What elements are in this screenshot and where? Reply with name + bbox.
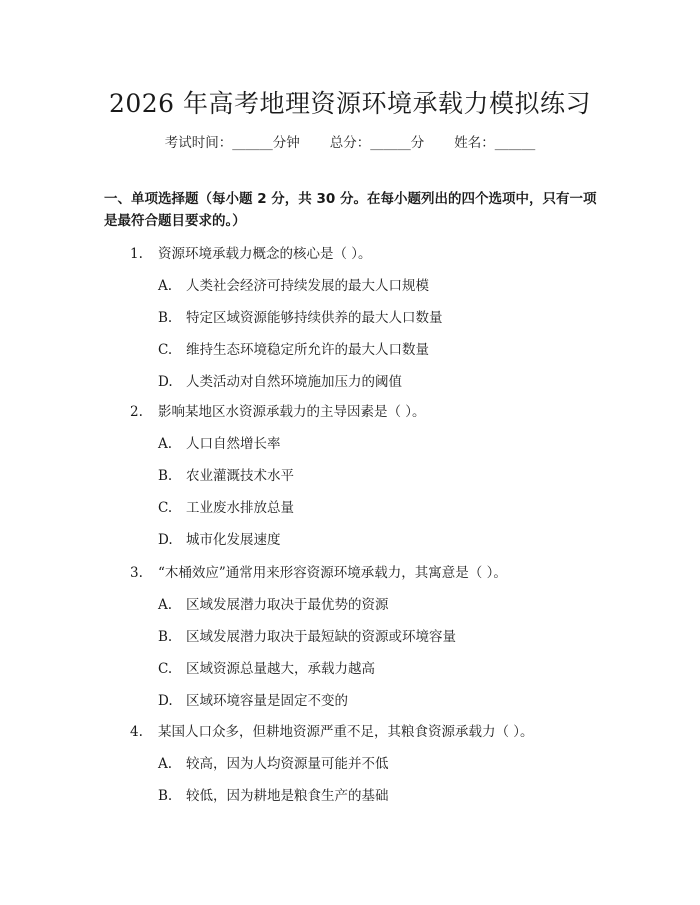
- option-key: D.: [158, 374, 173, 390]
- student-name-field: 姓名：______: [454, 135, 536, 151]
- question-2: [130, 402, 426, 422]
- option-text: 维持生态环境稳定所允许的最大人口数量: [186, 342, 429, 358]
- option-key: A.: [158, 756, 173, 772]
- option-text: 区域资源总量越大，承载力越高: [186, 661, 375, 677]
- option-3c: [158, 659, 375, 679]
- question-number: 2.: [130, 404, 143, 420]
- option-text: 人口自然增长率: [186, 436, 281, 452]
- exam-meta: [0, 131, 700, 151]
- option-text: 较高，因为人均资源量可能并不低: [186, 756, 389, 772]
- option-1c: [158, 340, 429, 360]
- option-2d: [158, 530, 281, 550]
- question-number: 4.: [130, 724, 143, 740]
- option-key: B.: [158, 788, 173, 804]
- option-4b: [158, 786, 389, 806]
- option-1a: [158, 276, 429, 296]
- option-text: 区域环境容量是固定不变的: [186, 693, 348, 709]
- option-text: 农业灌溉技术水平: [186, 468, 294, 484]
- option-text: 较低，因为耕地是粮食生产的基础: [186, 788, 389, 804]
- option-key: C.: [158, 500, 173, 516]
- section-heading: 一、单项选择题（每小题 2 分，共 30 分。在每小题列出的四个选项中，只有一项是最符合题目要求的。）: [104, 191, 597, 229]
- option-2b: [158, 466, 294, 486]
- option-key: A.: [158, 278, 173, 294]
- option-key: D.: [158, 532, 173, 548]
- total-score-field: 总分：______分: [329, 135, 425, 151]
- question-number: 3.: [130, 565, 143, 581]
- question-text: 影响某地区水资源承载力的主导因素是（ ）。: [158, 404, 426, 420]
- option-text: 区域发展潜力取决于最短缺的资源或环境容量: [186, 629, 456, 645]
- option-text: 人类活动对自然环境施加压力的阈值: [186, 374, 402, 390]
- option-1d: [158, 372, 402, 392]
- option-key: B.: [158, 310, 173, 326]
- option-1b: [158, 308, 443, 328]
- option-text: 区域发展潜力取决于最优势的资源: [186, 597, 389, 613]
- question-3: [130, 563, 507, 583]
- option-text: 特定区域资源能够持续供养的最大人口数量: [186, 310, 443, 326]
- option-text: 城市化发展速度: [186, 532, 281, 548]
- question-text: 某国人口众多，但耕地资源严重不足，其粮食资源承载力（ ）。: [158, 724, 534, 740]
- option-3a: [158, 595, 389, 615]
- option-key: A.: [158, 436, 173, 452]
- option-key: B.: [158, 468, 173, 484]
- option-key: C.: [158, 342, 173, 358]
- question-4: [130, 722, 534, 742]
- option-3b: [158, 627, 456, 647]
- option-key: C.: [158, 661, 173, 677]
- option-text: 工业废水排放总量: [186, 500, 294, 516]
- question-1: [130, 244, 372, 264]
- option-text: 人类社会经济可持续发展的最大人口规模: [186, 278, 429, 294]
- question-number: 1.: [130, 246, 143, 262]
- option-2c: [158, 498, 294, 518]
- option-key: D.: [158, 693, 173, 709]
- option-2a: [158, 434, 281, 454]
- question-text: “木桶效应”通常用来形容资源环境承载力，其寓意是（ ）。: [158, 565, 507, 581]
- question-text: 资源环境承载力概念的核心是（ ）。: [158, 246, 372, 262]
- option-key: A.: [158, 597, 173, 613]
- option-key: B.: [158, 629, 173, 645]
- option-4a: [158, 754, 389, 774]
- page-title: 2026 年高考地理资源环境承载力模拟练习: [108, 89, 592, 118]
- option-3d: [158, 691, 348, 711]
- exam-time-field: 考试时间：______分钟: [164, 135, 300, 151]
